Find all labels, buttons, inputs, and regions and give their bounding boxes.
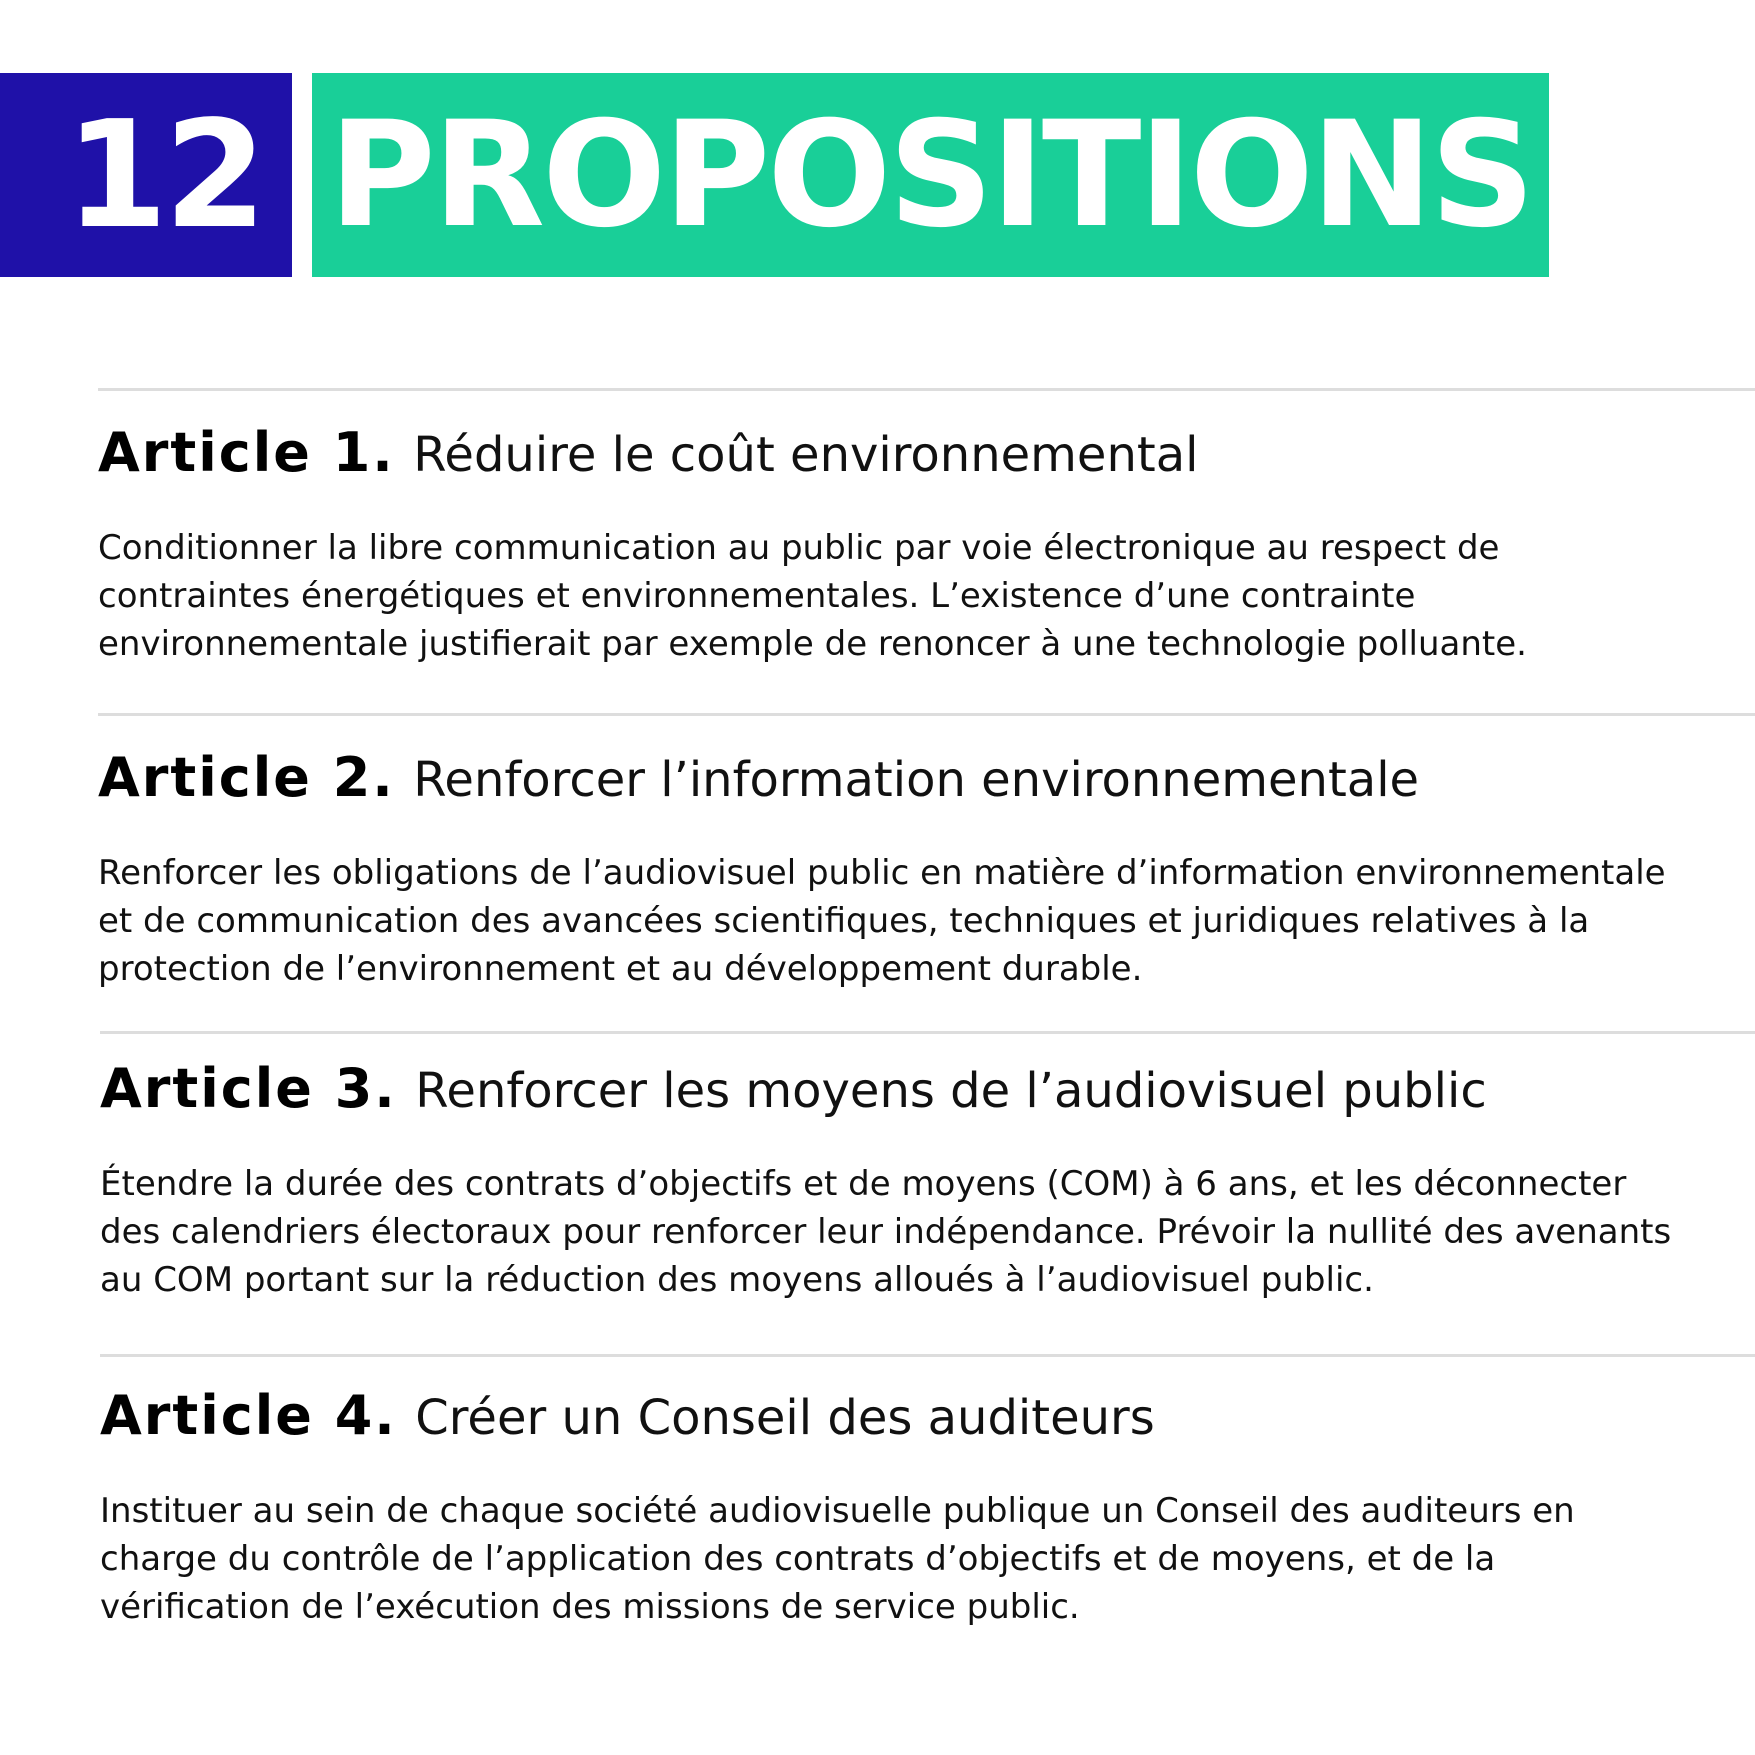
divider: [100, 1031, 1755, 1034]
article-1: [98, 421, 1715, 668]
article-label: Article 2.: [98, 746, 395, 809]
divider: [98, 388, 1755, 391]
article-label: Article 1.: [98, 421, 395, 484]
article-heading: [98, 421, 1715, 484]
article-title: Réduire le coût environnemental: [413, 427, 1199, 483]
article-title: Renforcer l’information environnementale: [413, 752, 1420, 808]
article-4: [100, 1384, 1715, 1631]
header-banner: [0, 73, 1549, 277]
title-box: [312, 73, 1549, 277]
divider: [98, 713, 1755, 716]
proposition-count-box: [0, 73, 292, 277]
article-heading: [100, 1384, 1715, 1447]
divider: [100, 1354, 1755, 1357]
article-body: Conditionner la libre communication au public par voie électronique au respect de contraintes énergétiques et environnementales. L’existence d’une contrainte environnementale justifierait par exemple de renoncer à une technologie polluante.: [98, 528, 1527, 664]
article-heading: [98, 746, 1715, 809]
article-2: [98, 746, 1715, 993]
proposition-count: 12: [65, 89, 263, 261]
page-title: PROPOSITIONS: [328, 90, 1533, 260]
article-title: Créer un Conseil des auditeurs: [415, 1390, 1155, 1446]
article-label: Article 3.: [100, 1057, 397, 1120]
article-heading: [100, 1057, 1715, 1120]
article-body: Étendre la durée des contrats d’objectifs et de moyens (COM) à 6 ans, et les déconnecter des calendriers électoraux pour renforcer leur indépendance. Prévoir la nullité des avenants au COM portant sur la réduction des moyens alloués à l’audiovisuel public.: [100, 1164, 1672, 1300]
article-title: Renforcer les moyens de l’audiovisuel public: [415, 1063, 1487, 1119]
article-3: [100, 1057, 1715, 1304]
article-label: Article 4.: [100, 1384, 397, 1447]
article-body: Instituer au sein de chaque société audiovisuelle publique un Conseil des auditeurs en charge du contrôle de l’application des contrats d’objectifs et de moyens, et de la vérification de l’exécution des missions de service public.: [100, 1491, 1575, 1627]
article-body: Renforcer les obligations de l’audiovisuel public en matière d’information environnementale et de communication des avancées scientifiques, techniques et juridiques relatives à la protection de l’environnement et au développement durable.: [98, 853, 1666, 989]
